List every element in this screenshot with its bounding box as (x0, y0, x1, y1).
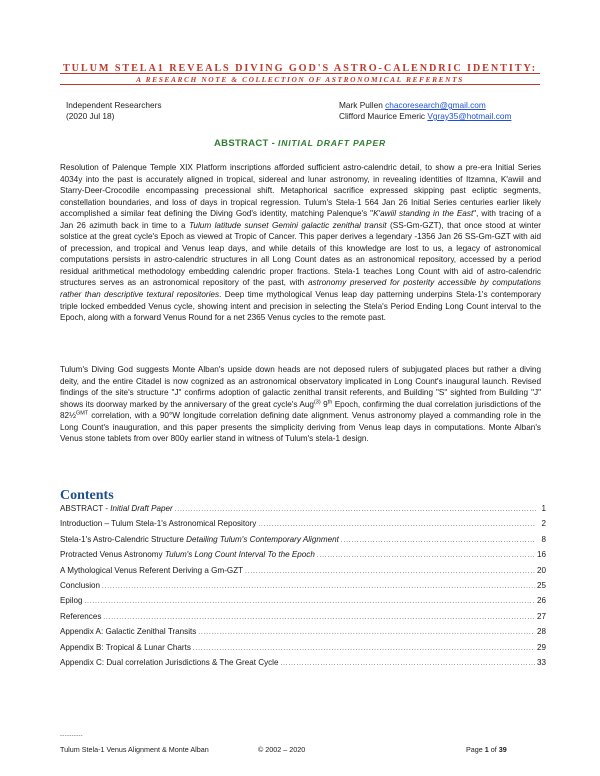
p2-text-c: Epoch, confirming the dual correlation jurisdictions of the 82½ (60, 399, 541, 421)
toc-entry-title (60, 627, 196, 636)
author-1-email-link[interactable]: chacoresearch@gmail.com (385, 100, 486, 110)
toc-entry-title (60, 581, 100, 590)
toc-entry-text: References (60, 611, 102, 621)
p2-text-b: 9 (320, 399, 328, 409)
p2-text-d: correlation, with a 90°W longitude correlation defining date alignment. Venus astronomy played a commanding role in the Long Count's inauguration, and this paper presents the simplicity deriving from Venus leap days in computations. Monte Alban's Venus stone tablets from over 800y earlier stand in witness of Tulum's stela-1 design. (60, 411, 541, 444)
toc-entry-text: Conclusion (60, 580, 101, 590)
author-2-email-link[interactable]: Vgray35@hotmail.com (427, 111, 512, 121)
toc-entry-page: 25 (536, 580, 546, 590)
author-1-name: Mark Pullen (339, 100, 386, 110)
toc-leader-dots (245, 569, 535, 575)
toc-entry-page: 1 (541, 504, 546, 513)
toc-entry[interactable] (60, 550, 546, 565)
toc-entry-italic-text: Tulum's Long Count Interval To the Epoch (164, 550, 315, 560)
toc-entry-title (60, 519, 256, 528)
paper-subtitle: A RESEARCH NOTE & COLLECTION OF ASTRONOMICAL REFERENTS (136, 75, 464, 84)
toc-leader-dots (175, 507, 536, 513)
toc-entry[interactable] (60, 643, 546, 658)
p1-text-c: ", with tracing of a Jan 26 azimuth back in time to a (60, 209, 541, 230)
footer-separator: ---------- (60, 733, 83, 739)
date-line: (2020 Jul 18) (66, 111, 115, 121)
p1-text-a: Resolution of Palenque Temple XIX Platform inscriptions afforded sufficient astro-calendric detail, to show a pre-era Initial Series 4034y into the past is accurately aligned in tropical, sidereal and lunar astronomy, in revealing identities of Itzamna, K'awiil and Starry-Deer-Crocodile encompassing precessional shift. Metaphorical sacrifice expressed skipping past ecliptic segments, constellation boundaries, and loss of days in tropical regression. Tulum's Stela-1 564 Jan 26 Initial Series centuries earlier likely accomplished a similar feat defining the Diving God's identity, matching Palenque's " (60, 163, 541, 219)
toc-entry-page: 8 (541, 534, 546, 544)
toc-entry-page: 16 (536, 550, 546, 560)
toc-entry-page: 33 (536, 657, 546, 667)
toc-leader-dots (193, 646, 535, 652)
toc-leader-dots (85, 599, 535, 605)
p2-sup-3: GMT (75, 410, 89, 417)
p1-italic-b: K'awiil standing in the East (373, 209, 474, 219)
toc-entry-title (60, 504, 173, 513)
toc-entry[interactable] (60, 627, 546, 642)
p1-text-e: (SS-Gm-GZT), that once stood at winter solstice at the great cycle's Epoch as viewed at Tropic of Cancer. This paper derives a legendary -1356 Jan 26 SS-Gm-GZT with aid of precession, and tropical and Venus leap days, and while details of this knowledge are lost to us, a legacy of astronomical computations persists in astro-calendric structures in all Long Count dates as an astronomical repository, accessed by a period residual arithmetical methodology embedding calendric proper fractions. Stela-1 teaches Long Count with aid of astro-calendric structures serves as an astronomical repository of the past, with (60, 220, 541, 288)
toc-entry[interactable] (60, 596, 546, 611)
toc-entry-text: Appendix A: Galactic Zenithal Transits (60, 627, 197, 637)
footer-page-number (466, 745, 507, 754)
toc-entry-text: Protracted Venus Astronomy (60, 550, 165, 560)
page-prefix: Page (466, 745, 485, 754)
p2-sup-2: th (327, 398, 333, 405)
draft-label: INITIAL DRAFT PAPER (278, 138, 386, 148)
page-current: 1 (484, 745, 489, 754)
subtitle-rule (60, 84, 540, 85)
p1-italic-d: Tulum latitude sunset Gemini galactic zenithal transit (189, 220, 387, 230)
toc-entry-text: Stela-1's Astro-Calendric Structure (60, 534, 187, 544)
footer-left: Tulum Stela-1 Venus Alignment & Monte Alban (60, 745, 209, 754)
toc-entry-title (60, 550, 315, 559)
toc-leader-dots (102, 584, 535, 590)
author-2 (339, 111, 511, 122)
toc-entry[interactable] (60, 535, 546, 550)
toc-entry[interactable] (60, 581, 546, 596)
paper-title: TULUM STELA1 REVEALS DIVING GOD'S ASTRO-CALENDRIC IDENTITY: (62, 63, 538, 74)
toc-entry[interactable] (60, 566, 546, 581)
p2-sup-1: (3) (313, 398, 321, 405)
footer-copyright: © 2002 – 2020 (258, 745, 306, 754)
abstract-heading (0, 138, 600, 149)
toc-leader-dots (341, 538, 536, 544)
toc-entry-text: Epilog (60, 596, 83, 606)
toc-entry-title (60, 566, 243, 575)
toc-entry[interactable] (60, 612, 546, 627)
toc-entry[interactable] (60, 658, 546, 673)
page-total: 39 (498, 745, 507, 754)
table-of-contents (60, 504, 546, 673)
toc-entry[interactable] (60, 519, 546, 534)
toc-entry-page: 28 (536, 627, 546, 637)
toc-entry-italic-text: Initial Draft Paper (110, 504, 173, 513)
toc-leader-dots (198, 630, 535, 636)
author-1 (339, 100, 511, 111)
toc-entry-text: Appendix B: Tropical & Lunar Charts (60, 642, 191, 652)
author-contacts (339, 100, 511, 122)
toc-entry-text: Appendix C: Dual correlation Jurisdictions & The Great Cycle (60, 657, 279, 667)
toc-entry-page: 2 (541, 519, 546, 529)
toc-entry-page: 29 (536, 642, 546, 652)
toc-leader-dots (103, 615, 535, 621)
toc-entry-italic-text: Detailing Tulum's Contemporary Alignment (186, 534, 339, 544)
toc-leader-dots (317, 553, 535, 559)
toc-entry-text: A Mythological Venus Referent Deriving a Gm-GZT (60, 565, 244, 575)
p2-text-a: Tulum's Diving God suggests Monte Alban's upside down heads are not deposed rulers of subjugated places but rather a diving deity, and the entire Citadel is now cognized as an astronomical observatory implicated in Long Count's inaugural launch. Revised findings of the site's structure "J" confirms adoption of galactic zenithal transit referents, and Building "S" sighted from Building "J" shows its doorway marked by the anniversary of the great cycle's Aug (60, 365, 541, 409)
toc-entry-title (60, 643, 191, 652)
toc-entry-text: Introduction – Tulum Stela-1's Astronomical Repository (60, 519, 257, 529)
author-2-name: Clifford Maurice Emeric (339, 111, 428, 121)
affiliation-block (66, 100, 161, 122)
toc-entry-title (60, 658, 278, 667)
abstract-paragraph-1 (60, 162, 541, 324)
affiliation-line: Independent Researchers (66, 100, 162, 110)
toc-entry-page: 20 (536, 565, 546, 575)
toc-entry-page: 26 (536, 596, 546, 606)
toc-leader-dots (280, 661, 535, 667)
toc-entry-text: ABSTRACT - (60, 504, 111, 513)
toc-entry-title (60, 612, 101, 621)
contents-heading: Contents (60, 488, 114, 503)
abstract-label: ABSTRACT - (214, 138, 278, 149)
abstract-paragraph-2 (60, 364, 541, 445)
toc-entry-title (60, 596, 83, 605)
title-rule (60, 73, 540, 74)
toc-leader-dots (258, 522, 536, 528)
page-of: of (488, 745, 499, 754)
p1-text-g: . Deep time mythological Venus leap day patterning underpins Stela-1's contemporary triple locked embedded Venus cycle, showing intent and precision in selecting the Stela's Period Ending Long Count interval to the Epoch, along with a forward Venus Round for a net 2365 Venus cycles to the remote past. (60, 290, 541, 323)
toc-entry-page: 27 (536, 611, 546, 621)
toc-entry[interactable] (60, 504, 546, 519)
toc-entry-title (60, 535, 339, 544)
p1-italic-f: astronomy preserved for posterity accessible by computations rather than descriptive textural repositories (60, 278, 541, 300)
